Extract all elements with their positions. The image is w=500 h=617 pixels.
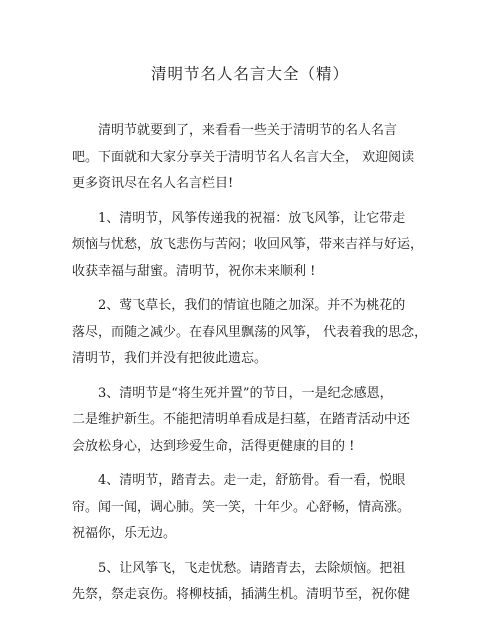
paragraph-quote-5 (72, 556, 412, 609)
document-title: 清明节名人名言大全（精） (150, 65, 349, 83)
text-line: 会放松身心，达到珍爱生命，活得更健康的目的 ! (72, 438, 355, 454)
text-line: 吧。下面就和大家分享关于清明节名人名言大全， 欢迎阅读 (72, 149, 415, 165)
text-line: 清明节就要到了，来看看一些关于清明节的名人名言 (98, 123, 398, 138)
paragraph-quote-1 (72, 206, 424, 286)
text-line: 4、清明节，踏青去。走一走，舒筋骨。看一看，悦眼 (98, 473, 406, 488)
text-line: 落尽，而随之减少。在春风里飘荡的风筝， 代表着我的思念， (72, 324, 428, 340)
text-line: 1、清明节，风筝传递我的祝福：放飞风筝，让它带走 (98, 210, 406, 226)
text-line: 祝福你，乐无边。 (72, 526, 177, 541)
text-line: 帘。闻一闻，调心肺。笑一笑，十年少。心舒畅，情高涨。 (72, 499, 411, 515)
text-line: 2、莺飞草长，我们的情谊也随之加深。并不为桃花的 (98, 298, 406, 313)
text-line: 5、让风筝飞，飞走忧愁。请踏青去，去除烦恼。把祖 (98, 560, 406, 576)
paragraph-quote-2 (72, 293, 428, 373)
text-line: 二是维护新生。不能把清明单看成是扫墓，在踏青活动中还 (72, 412, 411, 427)
document-body (72, 118, 428, 617)
text-line: 3、清明节是“将生死并置”的节日，一是纪念感恩， (98, 385, 393, 401)
paragraph-quote-3 (72, 381, 412, 461)
paragraph-intro (72, 118, 415, 198)
text-line: 先祭，祭走哀伤。将柳枝插，插满生机。清明节至，祝你健 (72, 587, 411, 602)
text-line: 清明节，我们并没有把彼此遗忘。 (72, 351, 268, 366)
text-line: 烦恼与忧愁，放飞悲伤与苦闷；收回风筝，带来吉祥与好运， (72, 237, 424, 252)
paragraph-quote-4 (72, 468, 412, 548)
text-line: 更多资讯尽在名人名言栏目! (72, 176, 234, 191)
text-line: 收获幸福与甜蜜。清明节，祝你未来顺利 ! (72, 263, 316, 279)
